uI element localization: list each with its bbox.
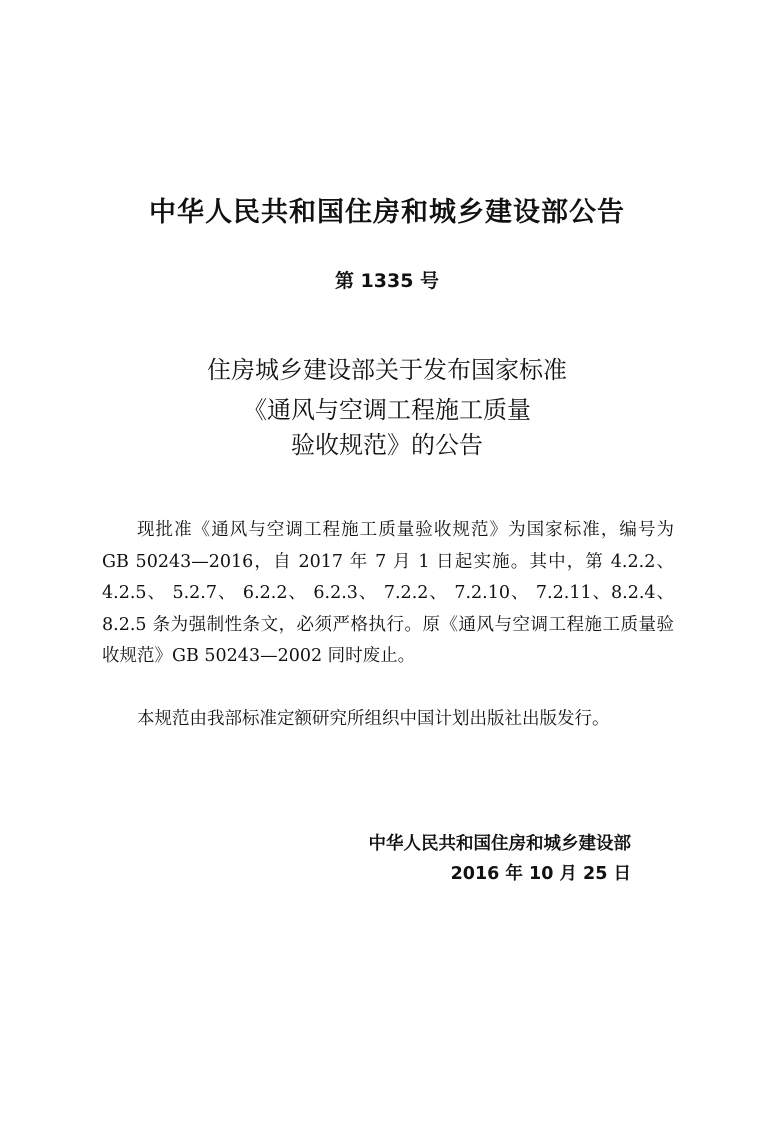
announcement-number: 第 1335 号	[334, 270, 440, 292]
signature-organization: 中华人民共和国住房和城乡建设部	[368, 834, 631, 854]
subtitle-line-2: 《通风与空调工程施工质量	[243, 396, 531, 424]
subtitle-line-1: 住房城乡建设部关于发布国家标准	[207, 356, 567, 384]
body-paragraph-2-block	[102, 704, 674, 736]
body-paragraph: 现批准《通风与空调工程施工质量验收规范》为国家标准，编号为 GB 50243—2016，自 2017 年 7 月 1 日起实施。其中，第 4.2.2、 4.2.5、 5.2.7、 6.2.2、 6.2.3、 7.2.2、 7.2.10、 7.2.11、8.2.4、8.2.5 条为强制性条文，必须严格执行。原《通风与空调工程施工质量验收规范》GB 50243—2002 同时废止。	[102, 520, 674, 666]
main-title: 中华人民共和国住房和城乡建设部公告	[149, 197, 625, 228]
body-paragraph: 本规范由我部标准定额研究所组织中国计划出版社出版发行。	[137, 709, 610, 729]
body-paragraph-1-block	[102, 515, 674, 673]
signature-date: 2016 年 10 月 25 日	[450, 864, 631, 884]
subtitle-line-3: 验收规范》的公告	[291, 431, 483, 459]
